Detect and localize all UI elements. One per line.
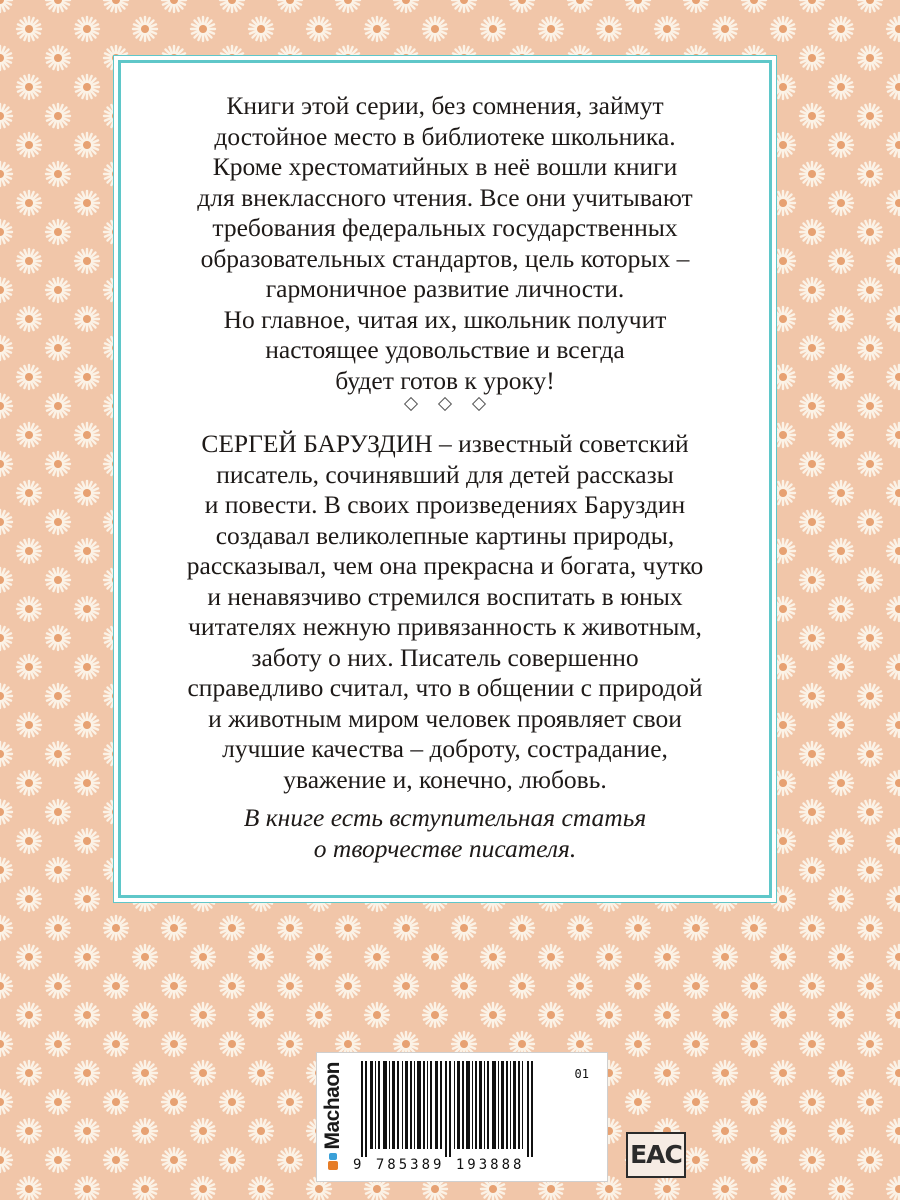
text-line: создавал великолепные картины природы, (215, 520, 675, 550)
text-line: рассказывал, чем она прекрасна и богата, чутко (186, 551, 704, 580)
text-line: и животным миром человек проявляет свои (208, 703, 682, 733)
text-line: настоящее удовольствие и всегда (265, 335, 625, 364)
text-line: о творчестве писателя. (313, 833, 577, 863)
publisher-logo (320, 1062, 346, 1170)
barcode-bars (361, 1061, 541, 1157)
text-line: читателях нежную привязанность к животным, (188, 612, 702, 641)
text-line: требования федеральных государственных (212, 213, 678, 242)
author-biography (121, 429, 769, 795)
diamond-ornament-icon (404, 397, 418, 411)
text-line: В книге есть вступительная статья (243, 803, 647, 832)
publisher-name: Machaon (321, 1062, 344, 1150)
intro-article-note (121, 803, 769, 864)
text-line: для внеклассного чтения. Все они учитывают (197, 182, 693, 212)
logo-mark-icon (328, 1161, 338, 1170)
text-line: лучшие качества – доброту, сострадание, (222, 734, 668, 763)
text-line: СЕРГЕЙ БАРУЗДИН – известный советский (201, 429, 689, 458)
barcode-label (316, 1052, 608, 1182)
text-line: будет готов к уроку! (335, 365, 555, 395)
text-line: Но главное, читая их, школьник получит (223, 304, 667, 334)
section-divider (121, 396, 769, 414)
text-line: Книги этой серии, без сомнения, займут (226, 91, 664, 120)
diamond-ornament-icon (472, 397, 486, 411)
text-line: и ненавязчиво стремился воспитать в юных (207, 581, 683, 611)
barcode-addon: 01 (574, 1067, 589, 1081)
text-line: Кроме хрестоматийных в неё вошли книги (212, 152, 678, 181)
text-line: заботу о них. Писатель совершенно (251, 642, 639, 672)
eac-certification-mark: EAC (626, 1132, 686, 1178)
text-line: писатель, сочинявший для детей рассказы (216, 459, 674, 489)
barcode-number: 9 785389 193888 (353, 1157, 525, 1173)
logo-mark-icon (329, 1153, 337, 1160)
text-line: и повести. В своих произведениях Баруздин (204, 490, 686, 519)
text-line: образовательных стандартов, цель которых – (200, 243, 690, 273)
text-panel (118, 60, 772, 898)
text-line: достойное место в библиотеке школьника. (214, 121, 676, 151)
diamond-ornament-icon (438, 397, 452, 411)
series-description (121, 91, 769, 396)
text-line: справедливо считал, что в общении с природой (187, 673, 703, 702)
text-line: гармоничное развитие личности. (265, 274, 625, 303)
text-line: уважение и, конечно, любовь. (283, 764, 607, 794)
